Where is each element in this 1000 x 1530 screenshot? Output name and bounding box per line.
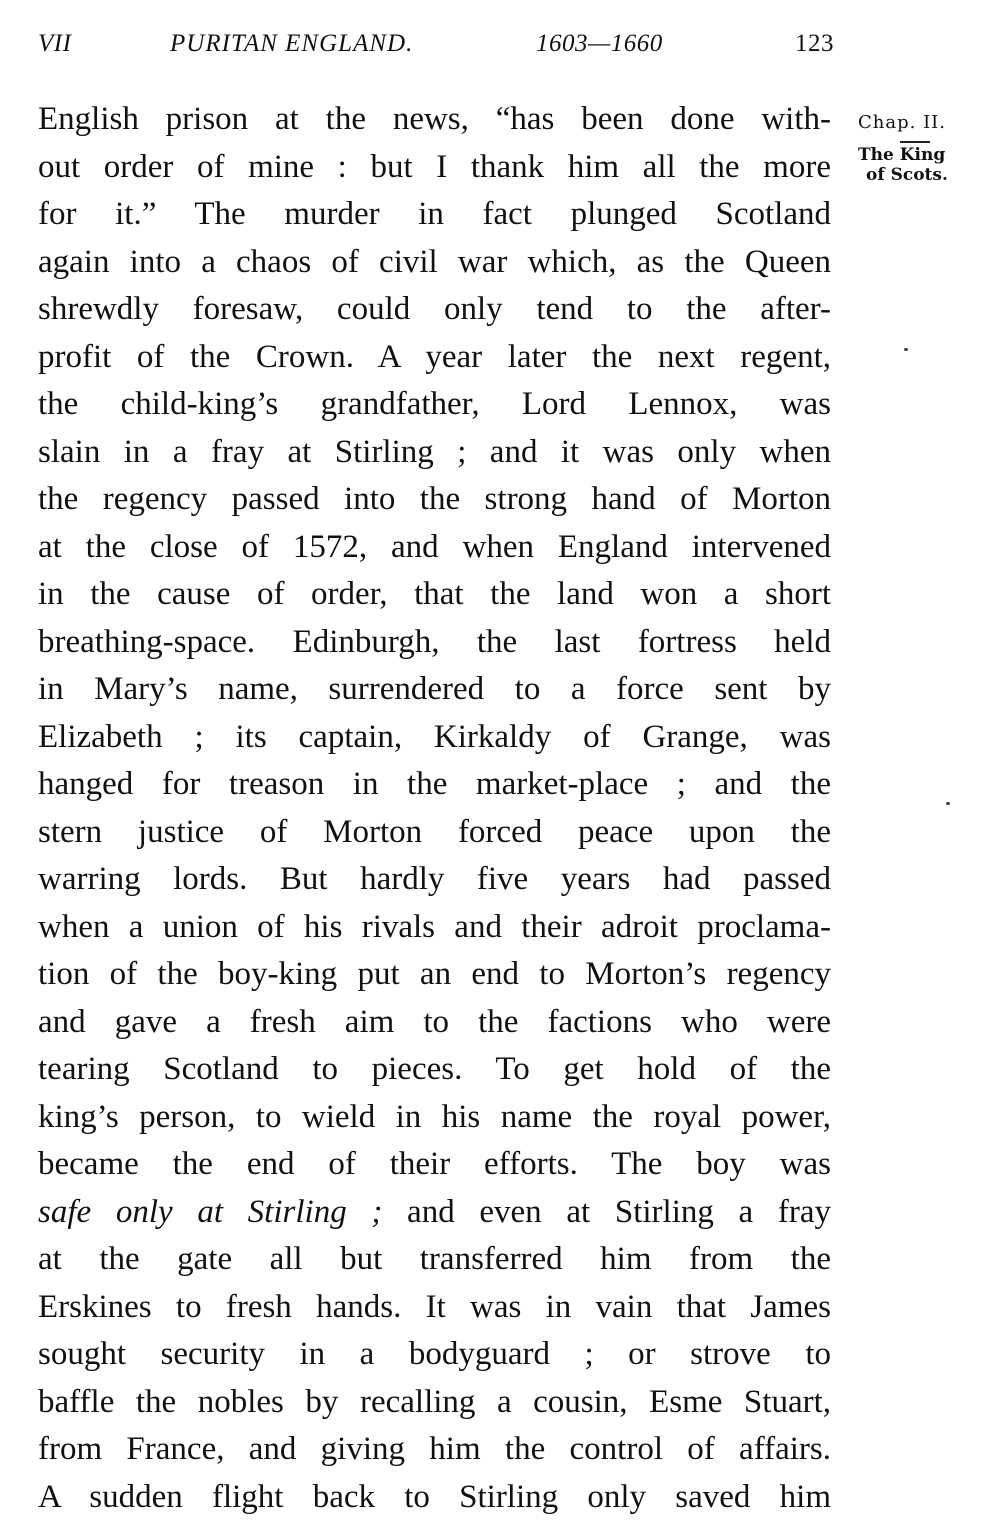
text-line: Elizabeth ; its captain, Kirkaldy of Grange, was xyxy=(38,718,831,755)
text-line-rest: and even at Stirling a fray xyxy=(382,1193,831,1230)
text-line: for it.” The murder in fact plunged Scotland xyxy=(38,196,831,232)
chapter-number: VII xyxy=(38,30,72,57)
margin-notes xyxy=(858,112,978,185)
text-line: profit of the Crown. A year later the next regent, xyxy=(38,338,831,375)
text-line: in the cause of order, that the land won a short xyxy=(38,576,831,612)
text-line: at the close of 1572, and when England intervened xyxy=(38,528,831,565)
text-line: when a union of his rivals and their adroit proclama- xyxy=(38,908,831,945)
book-title: PURITAN ENGLAND. xyxy=(170,30,414,57)
side-heading xyxy=(858,145,978,185)
text-line: warring lords. But hardly five years had passed xyxy=(38,861,831,897)
text-line: from France, and giving him the control of affairs. xyxy=(38,1431,831,1467)
divider xyxy=(900,141,930,143)
text-line: in Mary’s name, surrendered to a force sent by xyxy=(38,671,831,707)
text-line: tion of the boy-king put an end to Morton’s regency xyxy=(38,956,831,992)
text-line: sought security in a bodyguard ; or strove to xyxy=(38,1336,831,1372)
text-line: shrewdly foresaw, could only tend to the after- xyxy=(38,291,831,327)
text-line: breathing-space. Edinburgh, the last fortress held xyxy=(38,623,831,660)
text-line: became the end of their efforts. The boy was xyxy=(38,1146,831,1182)
text-line: A sudden flight back to Stirling only saved him xyxy=(38,1478,831,1515)
body-text xyxy=(38,96,831,1521)
text-line: again into a chaos of civil war which, as the Queen xyxy=(38,243,831,280)
running-head xyxy=(38,30,834,64)
chapter-label: Chap. II. xyxy=(858,112,947,133)
text-line: English prison at the news, “has been done with- xyxy=(38,101,831,137)
text-line: out order of mine : but I thank him all the more xyxy=(38,148,831,185)
text-line: at the gate all but transferred him from the xyxy=(38,1241,831,1277)
text-line: stern justice of Morton forced peace upon the xyxy=(38,813,831,850)
text-line: slain in a fray at Stirling ; and it was only when xyxy=(38,433,831,470)
text-line: baffle the nobles by recalling a cousin, Esme Stuart, xyxy=(38,1383,831,1420)
side-heading-line: The King xyxy=(858,145,946,165)
text-line: the child-king’s grandfather, Lord Lennox, was xyxy=(38,386,831,422)
period-dates: 1603—1660 xyxy=(536,30,663,57)
print-speck xyxy=(946,802,950,805)
page-number: 123 xyxy=(795,30,834,57)
print-speck xyxy=(904,348,908,351)
text-line: Erskines to fresh hands. It was in vain that James xyxy=(38,1288,831,1325)
text-line-italic xyxy=(38,1189,831,1237)
text-line: tearing Scotland to pieces. To get hold of the xyxy=(38,1051,831,1087)
side-heading-line: of Scots. xyxy=(866,165,948,185)
text-line: hanged for treason in the market-place ; and the xyxy=(38,766,831,802)
text-line: king’s person, to wield in his name the royal power, xyxy=(38,1098,831,1135)
text-line: the regency passed into the strong hand of Morton xyxy=(38,481,831,517)
italic-phrase: safe only at Stirling ; xyxy=(38,1193,383,1230)
text-line: and gave a fresh aim to the factions who were xyxy=(38,1003,831,1040)
